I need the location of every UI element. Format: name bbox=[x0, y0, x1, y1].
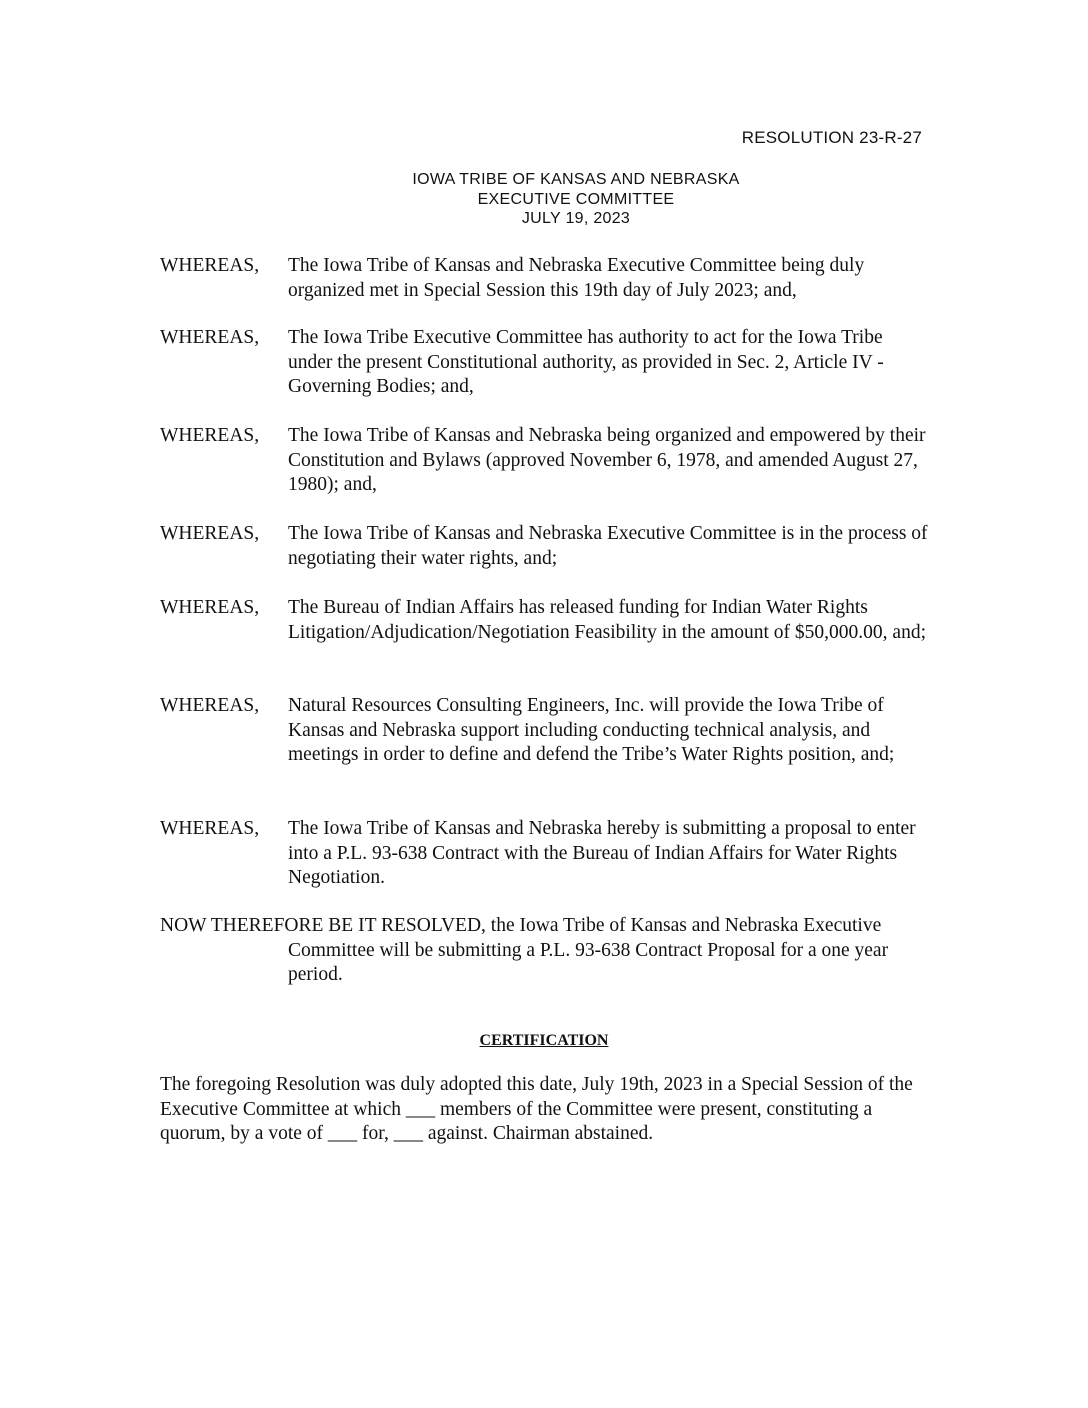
clause-label: WHEREAS, bbox=[160, 255, 260, 276]
clause-label: WHEREAS, bbox=[160, 523, 260, 544]
clause-label: WHEREAS, bbox=[160, 695, 260, 716]
whereas-clause-2 bbox=[160, 326, 940, 400]
whereas-clause-7 bbox=[160, 817, 940, 891]
committee-name: EXECUTIVE COMMITTEE bbox=[477, 190, 675, 208]
clause-label: WHEREAS, bbox=[160, 425, 260, 446]
organization-name: IOWA TRIBE OF KANSAS AND NEBRASKA bbox=[412, 171, 740, 188]
resolution-date: JULY 19, 2023 bbox=[521, 210, 631, 227]
whereas-clause-6 bbox=[160, 694, 940, 768]
certification-heading: CERTIFICATION bbox=[479, 1032, 609, 1049]
resolution-number: RESOLUTION 23-R-27 bbox=[741, 128, 922, 147]
clause-text: The Iowa Tribe of Kansas and Nebraska Executive Committee is in the process of negotiating their water rights, and; bbox=[288, 523, 928, 569]
clause-label: WHEREAS, bbox=[160, 327, 260, 348]
whereas-clause-1 bbox=[160, 254, 940, 303]
document-heading bbox=[272, 170, 880, 229]
resolved-label: NOW THEREFORE BE IT RESOLVED, bbox=[160, 915, 486, 936]
resolved-clause bbox=[160, 914, 940, 988]
whereas-clause-3 bbox=[160, 424, 940, 498]
clause-text: The Iowa Tribe Executive Committee has authority to act for the Iowa Tribe under the present Constitutional authority, as provided in Sec. 2, Article IV - Governing Bodies; and, bbox=[288, 327, 884, 397]
resolved-text: the Iowa Tribe of Kansas and Nebraska Executive Committee will be submitting a P.L. 93-638 Contract Proposal for a one year period. bbox=[288, 915, 889, 985]
clause-text: Natural Resources Consulting Engineers, Inc. will provide the Iowa Tribe of Kansas and Nebraska support including conducting technical analysis, and meetings in order to define and defend the Tribe’s Water Rights position, and; bbox=[288, 695, 895, 765]
clause-label: WHEREAS, bbox=[160, 818, 260, 839]
clause-text: The Iowa Tribe of Kansas and Nebraska Executive Committee being duly organized met in Special Session this 19th day of July 2023; and, bbox=[288, 255, 865, 301]
clause-text: The Bureau of Indian Affairs has released funding for Indian Water Rights Litigation/Adjudication/Negotiation Feasibility in the amount of $50,000.00, and; bbox=[288, 597, 926, 643]
clause-text: The Iowa Tribe of Kansas and Nebraska hereby is submitting a proposal to enter into a P.L. 93-638 Contract with the Bureau of Indian Affairs for Water Rights Negotiation. bbox=[288, 818, 916, 888]
resolved-paragraph bbox=[160, 914, 928, 988]
certification-text: The foregoing Resolution was duly adopted this date, July 19th, 2023 in a Special Session of the Executive Committee at which ___ members of the Committee were present, constituting a quorum, by a vote of ___ for, ___ against. Chairman abstained. bbox=[160, 1074, 913, 1144]
clause-label: WHEREAS, bbox=[160, 597, 260, 618]
whereas-clause-4 bbox=[160, 522, 940, 571]
clause-text: The Iowa Tribe of Kansas and Nebraska being organized and empowered by their Constitution and Bylaws (approved November 6, 1978, and amended August 27, 1980); and, bbox=[288, 425, 926, 495]
whereas-clause-5 bbox=[160, 596, 940, 645]
